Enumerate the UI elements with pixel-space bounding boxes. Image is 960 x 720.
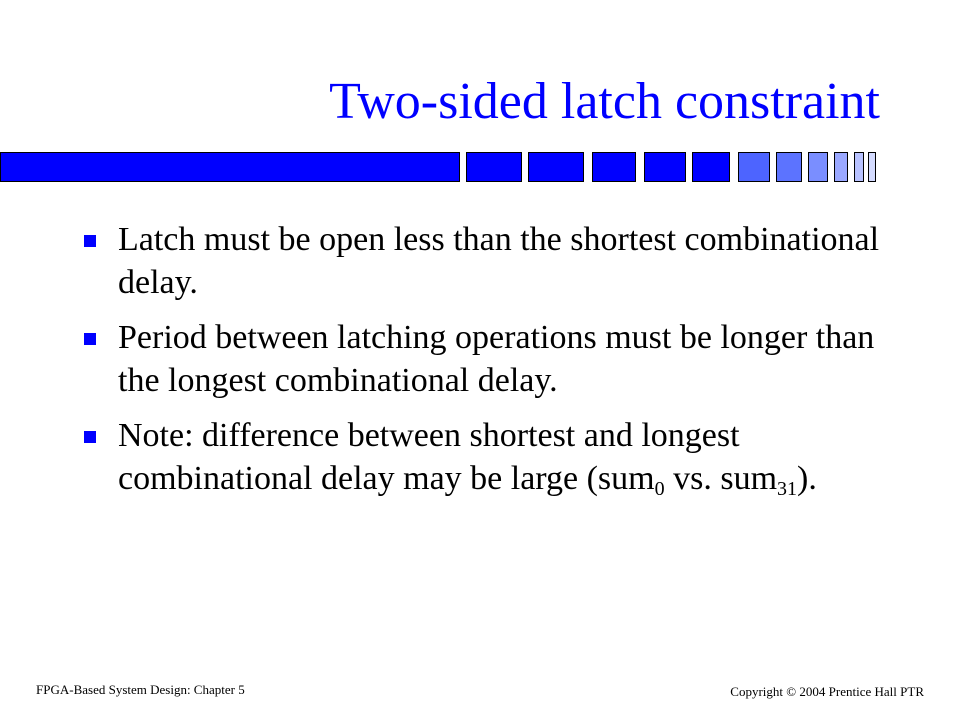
title-bar-segment: [0, 152, 460, 182]
bullet-text-part: vs. sum: [664, 460, 778, 497]
bullet-item: [84, 316, 904, 402]
square-bullet-icon: [84, 431, 96, 443]
title-bar-segment: [738, 152, 770, 182]
bullet-text-part: ).: [797, 460, 817, 497]
title-bar-segment: [692, 152, 730, 182]
title-bar-segment: [644, 152, 686, 182]
title-bar-segment: [776, 152, 802, 182]
title-bar-segment: [834, 152, 848, 182]
title-bar-segment: [466, 152, 522, 182]
title-bar-segment: [528, 152, 584, 182]
copyright-text: 2004 Prentice Hall PTR: [799, 684, 924, 699]
copyright-label: Copyright: [730, 684, 784, 699]
title-bar-segment: [808, 152, 828, 182]
subscript: 31: [777, 478, 798, 500]
slide-title: Two-sided latch constraint: [329, 73, 880, 130]
bullet-text: [118, 417, 817, 500]
bullet-item: [84, 414, 904, 500]
bullet-text-part: Note: difference between shortest and longest combinational delay may be large (sum: [118, 417, 740, 497]
bullet-text: Period between latching operations must be longer than the longest combinational delay.: [118, 319, 875, 399]
square-bullet-icon: [84, 235, 96, 247]
bullet-text: Latch must be open less than the shortest combinational delay.: [118, 221, 880, 301]
footer-chapter: FPGA-Based System Design: Chapter 5: [36, 682, 245, 697]
footer-copyright: [730, 684, 924, 700]
title-bar-segment: [592, 152, 636, 182]
title-bar-segment: [868, 152, 876, 182]
square-bullet-icon: [84, 333, 96, 345]
bullet-list: [84, 218, 904, 512]
copyright-icon: ©: [786, 684, 797, 699]
bullet-item: [84, 218, 904, 304]
title-decoration-bar: [0, 152, 900, 184]
subscript: 0: [654, 478, 665, 500]
title-bar-segment: [854, 152, 864, 182]
